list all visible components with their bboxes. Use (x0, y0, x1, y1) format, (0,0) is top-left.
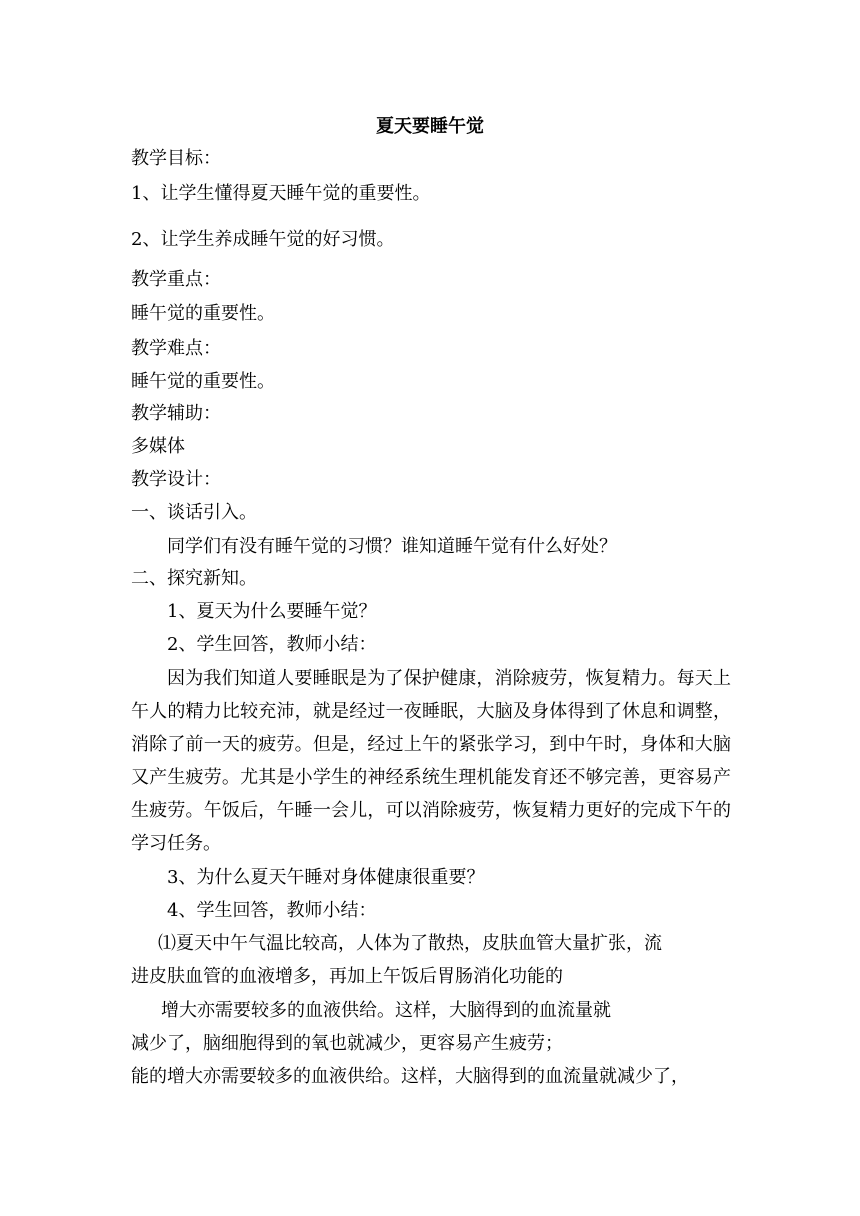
paragraph-2-line-5: 能的增大亦需要较多的血液供给。这样，大脑得到的血流量就减少了， (131, 1066, 689, 1087)
aids-heading: 教学辅助： (131, 403, 221, 424)
design-heading: 教学设计： (131, 469, 221, 490)
objective-1: 1、让学生懂得夏天睡午觉的重要性。 (131, 183, 431, 204)
key-point-heading: 教学重点： (131, 269, 221, 290)
section-2-heading: 二、探究新知。 (131, 568, 257, 589)
item-4: 4、学生回答，教师小结： (167, 900, 377, 921)
paragraph-1: 因为我们知道人要睡眠是为了保护健康，消除疲劳，恢复精力。每天上午人的精力比较充沛，就是经过一夜睡眠，大脑及身体得到了休息和调整，消除了前一天的疲劳。但是，经过上午的紧张学习，到中午时，身体和大脑又产生疲劳。尤其是小学生的神经系统生理机能发育还不够完善，更容易产生疲劳。午饭后，午睡一会儿，可以消除疲劳，恢复精力更好的完成下午的学习任务。 (131, 668, 731, 854)
objectives-heading: 教学目标： (131, 148, 221, 169)
aids-text: 多媒体 (131, 436, 185, 457)
difficulty-heading: 教学难点： (131, 338, 221, 359)
paragraph-2-line-3: 增大亦需要较多的血液供给。这样，大脑得到的血流量就 (161, 1000, 611, 1021)
paragraph-2-line-1: ⑴夏天中午气温比较高，人体为了散热，皮肤血管大量扩张，流 (158, 933, 662, 954)
item-3: 3、为什么夏天午睡对身体健康很重要？ (167, 867, 485, 888)
difficulty-text: 睡午觉的重要性。 (131, 371, 275, 392)
objective-2: 2、让学生养成睡午觉的好习惯。 (131, 229, 395, 250)
paragraph-2-line-4: 减少了，脑细胞得到的氧也就减少，更容易产生疲劳； (131, 1033, 563, 1054)
document-title: 夏天要睡午觉 (376, 116, 484, 137)
section-1-heading: 一、谈话引入。 (131, 502, 257, 523)
paragraph-2-line-2: 进皮肤血管的血液增多，再加上午饭后胃肠消化功能的 (131, 966, 563, 987)
section-1-text: 同学们有没有睡午觉的习惯？谁知道睡午觉有什么好处？ (167, 536, 617, 557)
key-point-text: 睡午觉的重要性。 (131, 303, 275, 324)
item-2: 2、学生回答，教师小结： (167, 634, 377, 655)
item-1: 1、夏天为什么要睡午觉？ (167, 601, 377, 622)
